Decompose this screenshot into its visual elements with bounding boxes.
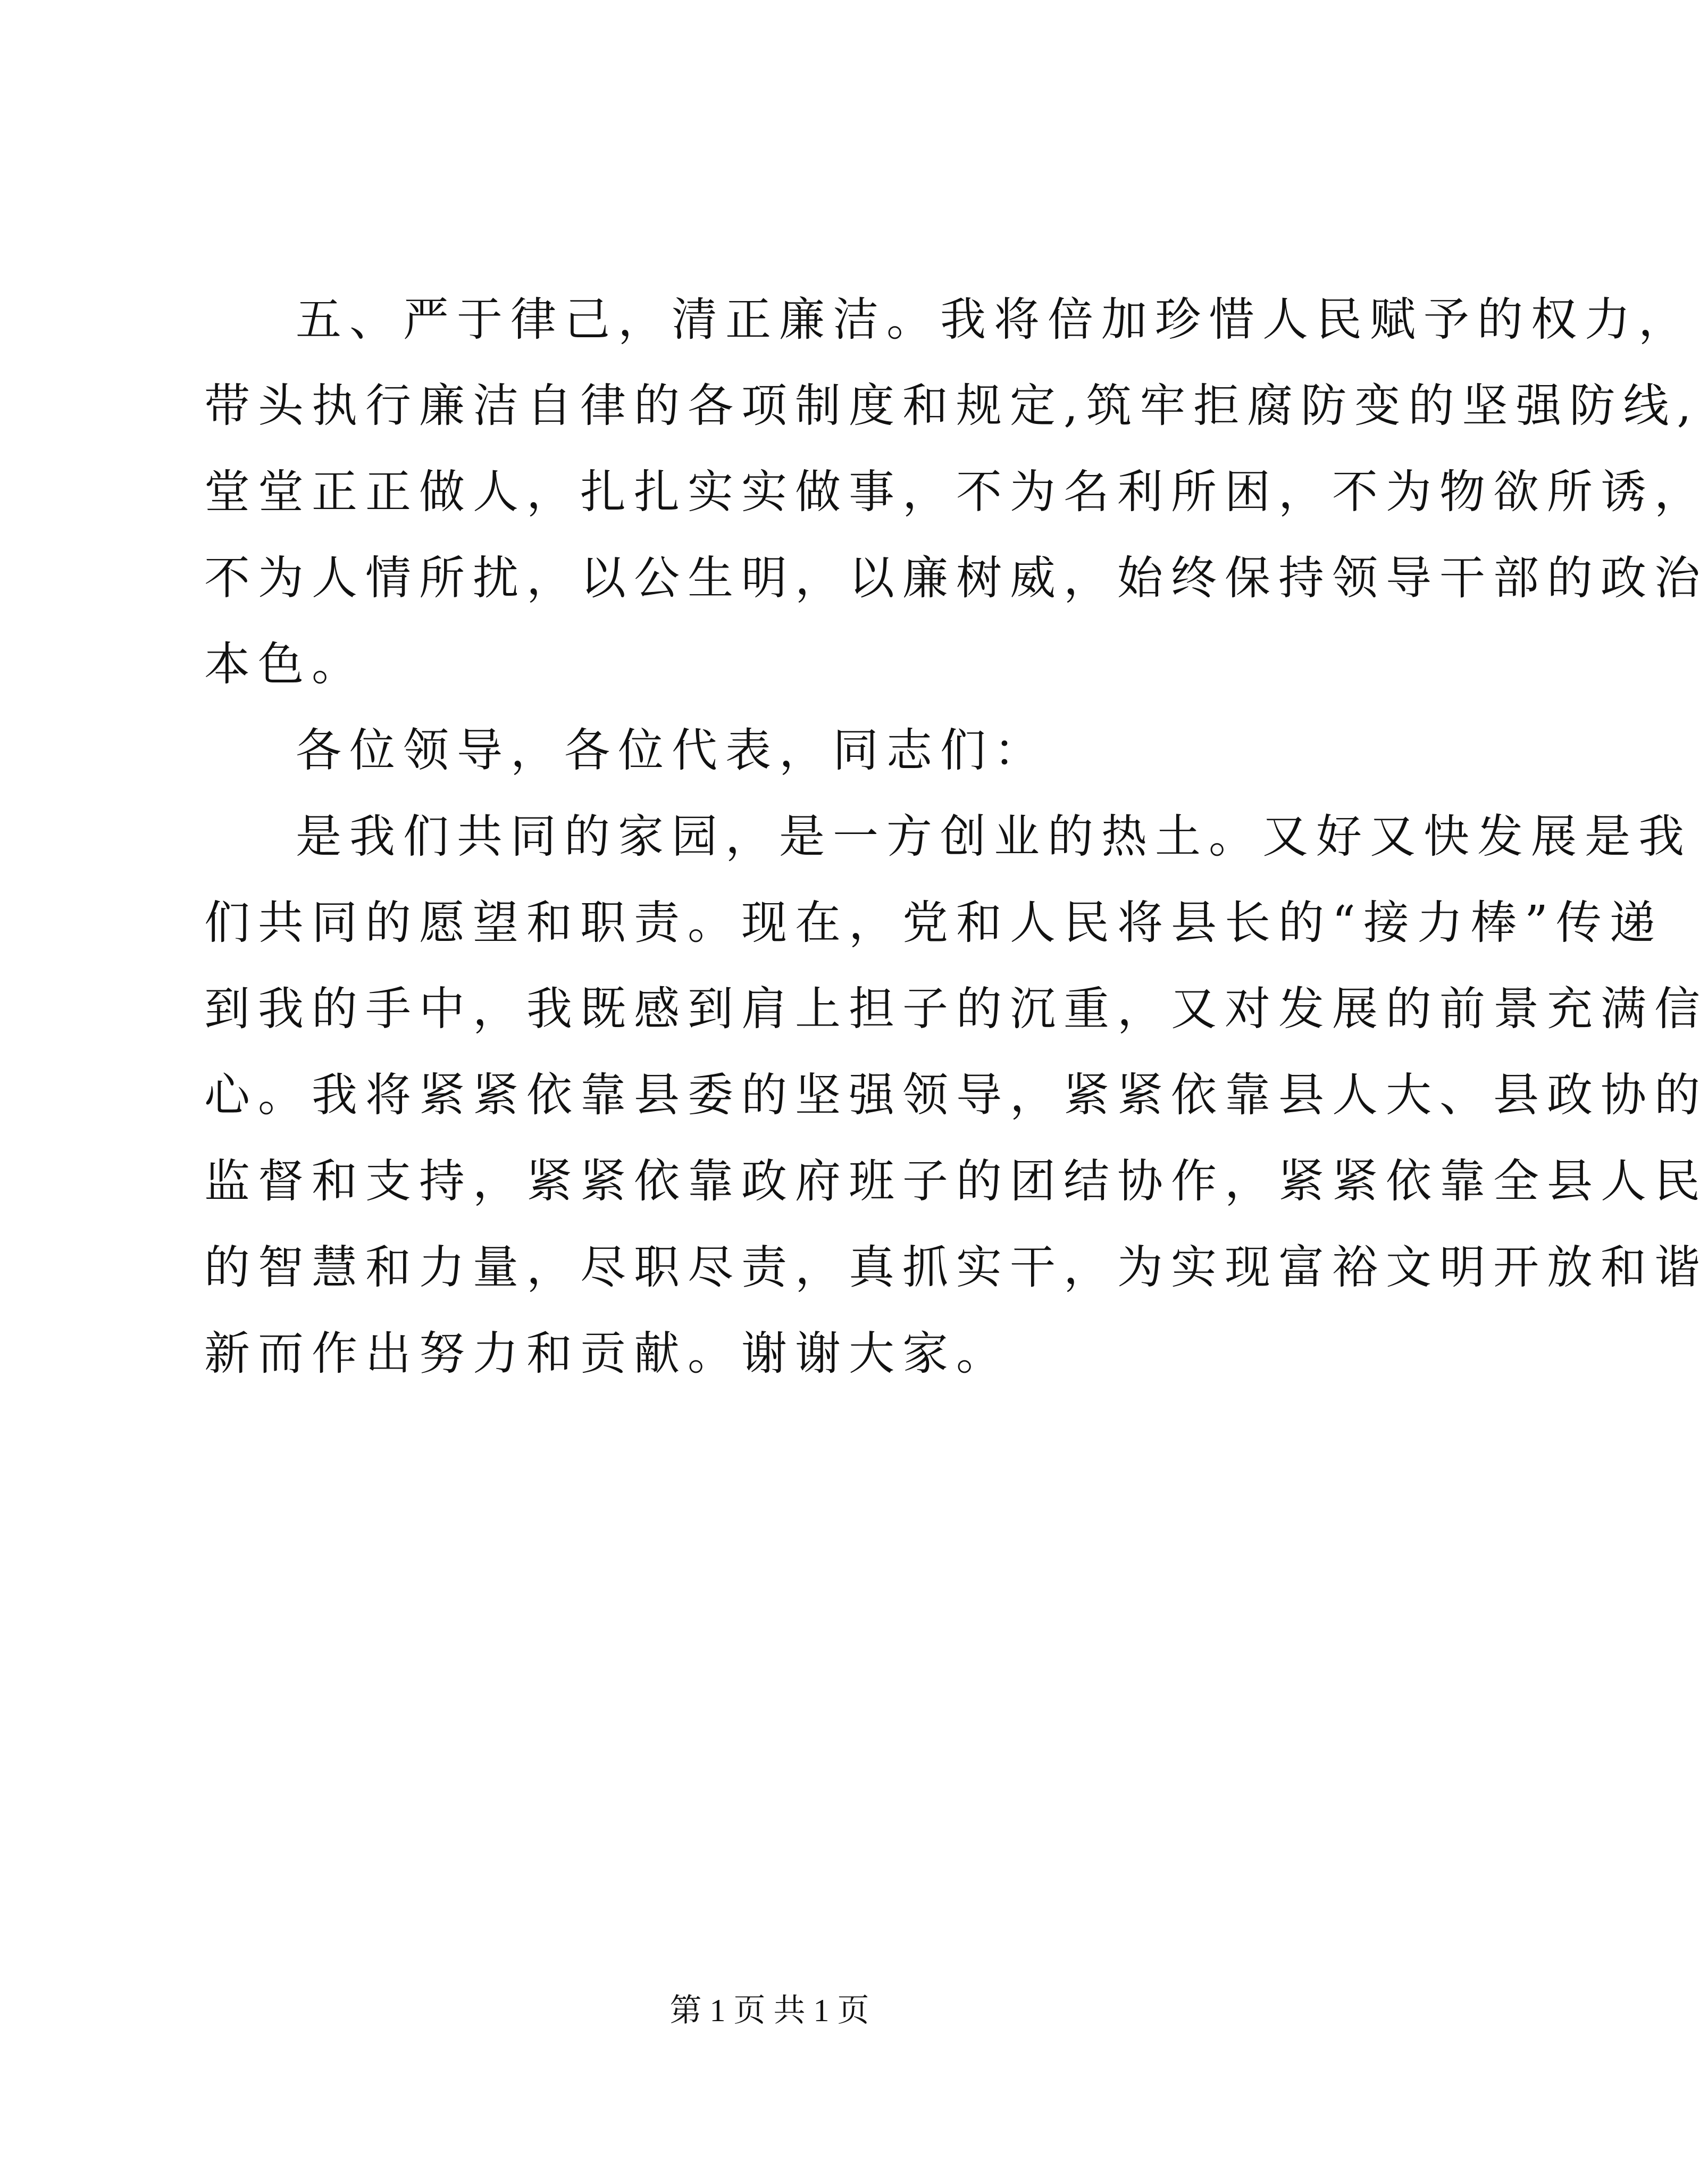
text-line: 心。我将紧紧依靠县委的坚强领导，紧紧依靠县人大、县政协的: [204, 1069, 1708, 1122]
text-line: 新而作出努力和贡献。谢谢大家。: [204, 1327, 1010, 1380]
text-line: 带头执行廉洁自律的各项制度和规定,筑牢拒腐防变的坚强防线,: [204, 379, 1699, 432]
page-number-footer: 第 1 页 共 1 页: [669, 1993, 869, 2028]
text-line: 各位领导，各位代表，同志们：: [296, 724, 1048, 777]
document-body: [204, 277, 1708, 1397]
text-line: 不为人情所扰，以公生明，以廉树威，始终保持领导干部的政治: [204, 552, 1708, 605]
text-line: 监督和支持，紧紧依靠政府班子的团结协作，紧紧依靠全县人民: [204, 1155, 1708, 1208]
paragraph-integrity: [204, 277, 1708, 707]
text-line: 五、严于律己，清正廉洁。我将倍加珍惜人民赋予的权力，: [296, 293, 1692, 346]
text-line: 堂堂正正做人，扎扎实实做事，不为名利所困，不为物欲所诱，: [204, 465, 1708, 519]
text-line: 本色。: [204, 638, 365, 691]
paragraph-salutation: [204, 707, 1411, 794]
paragraph-closing: [204, 794, 1708, 1397]
text-line: 的智慧和力量，尽职尽责，真抓实干，为实现富裕文明开放和谐: [204, 1241, 1708, 1294]
text-line: 是我们共同的家园，是一方创业的热土。又好又快发展是我: [296, 810, 1692, 863]
text-line: 到我的手中，我既感到肩上担子的沉重，又对发展的前景充满信: [204, 982, 1708, 1036]
text-line: 们共同的愿望和职责。现在，党和人民将县长的“接力棒”传递: [204, 896, 1663, 949]
